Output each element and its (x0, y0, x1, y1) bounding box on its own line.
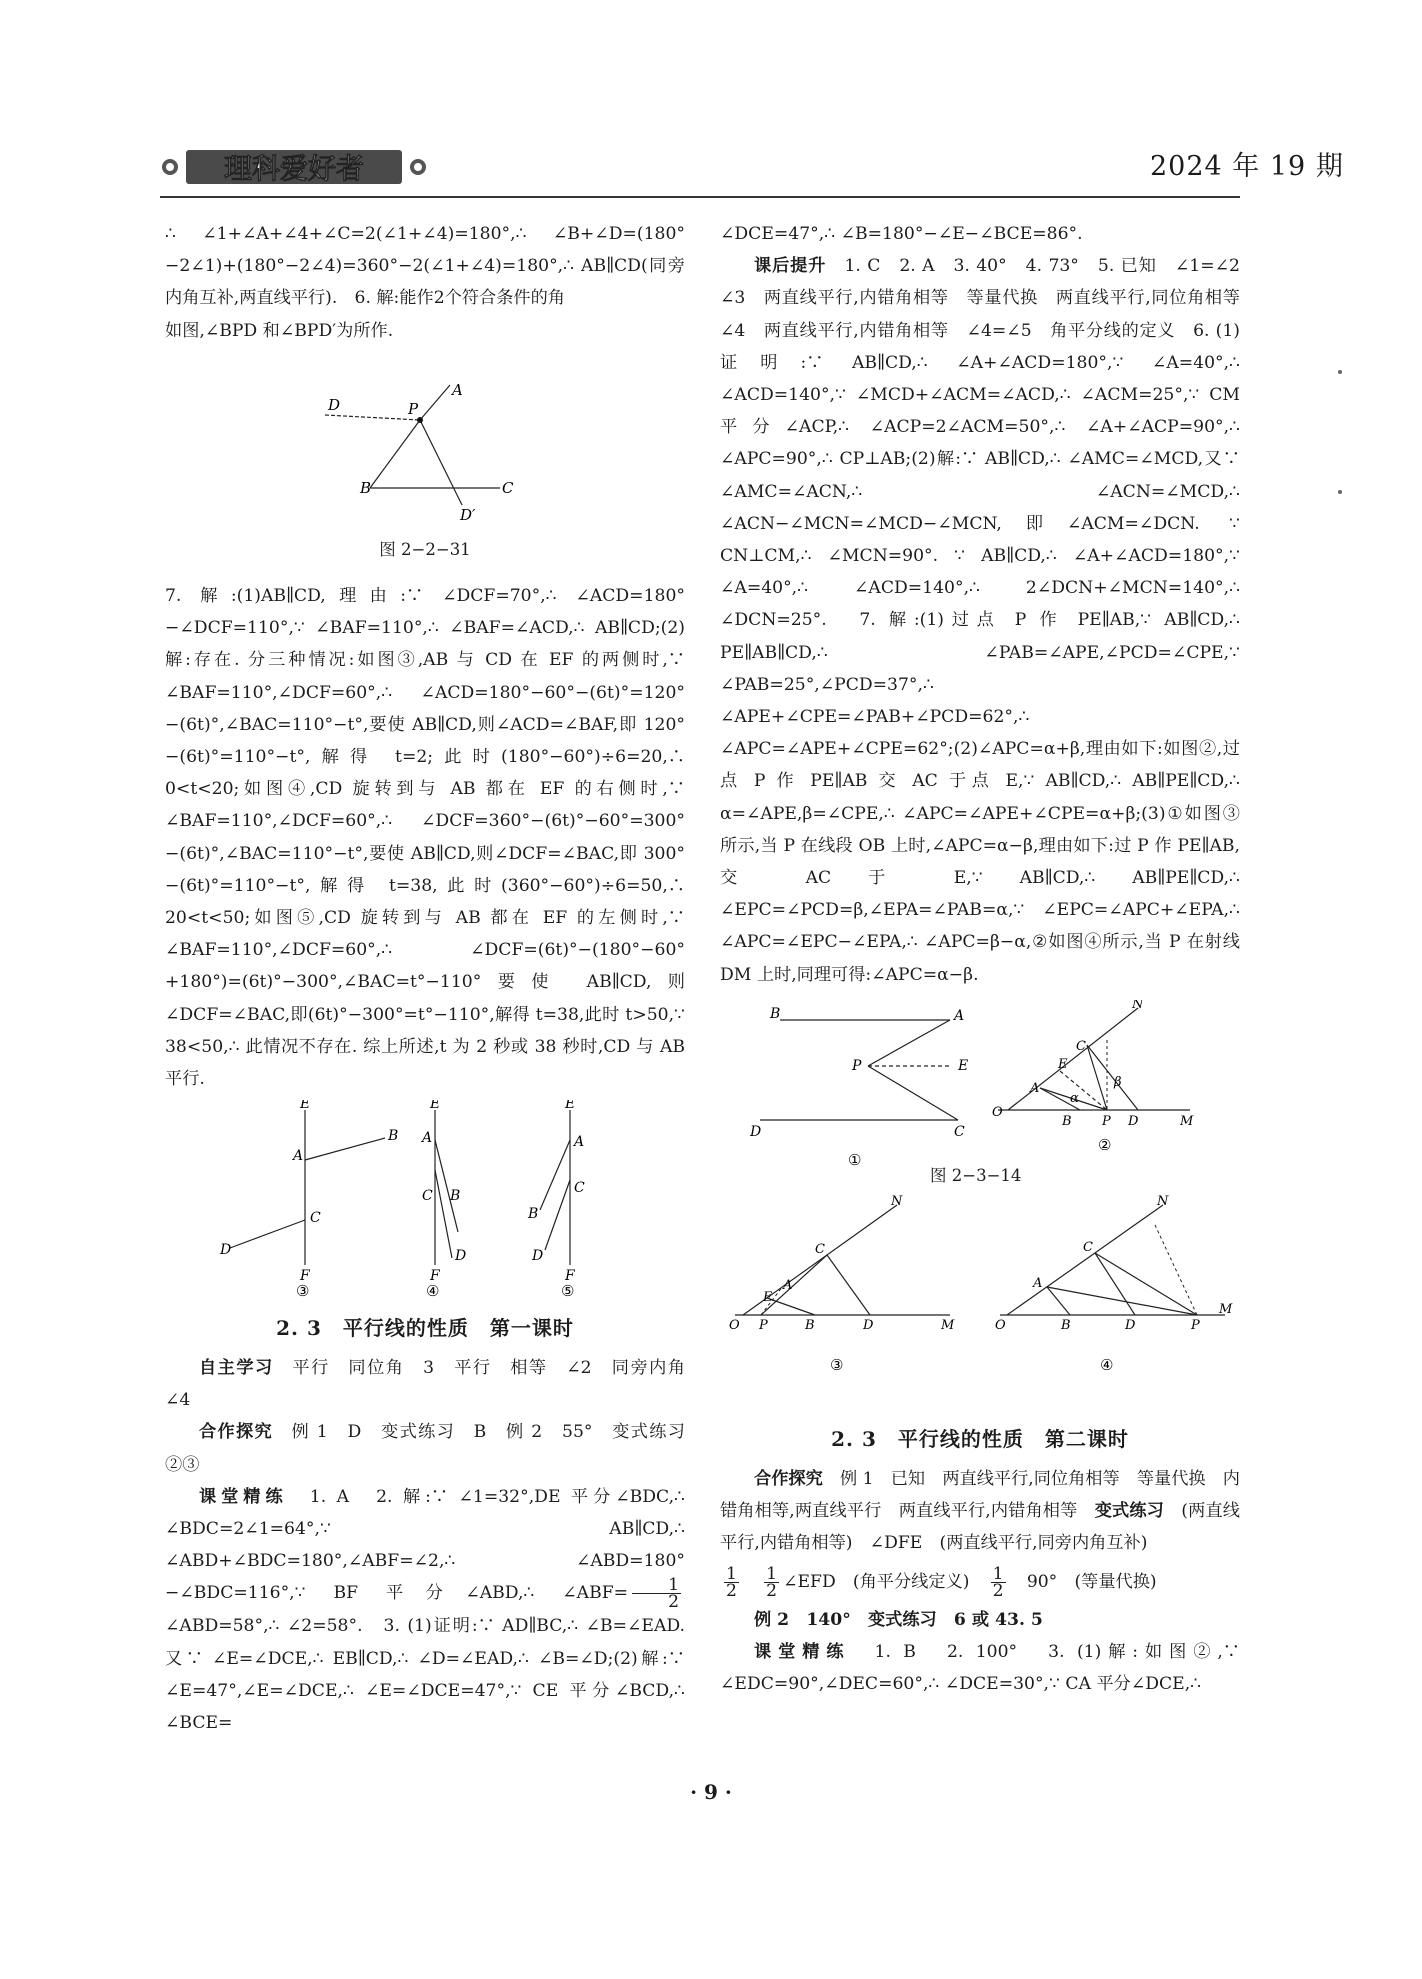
ketang-text-1a: 1. A 2. 解:∵ ∠1=32°,DE 平分∠BDC,∴ ∠BDC=2∠1=64°,∵ AB∥CD,∴ ∠ABD+∠BDC=180°,∠ABF=∠2,∴ ∠ABD=180°−∠BDC=116°,∵ BF 平分∠ABD,∴ ∠ABF= (165, 1486, 685, 1604)
page-number: · 9 · (690, 1780, 732, 1804)
svg-text:A: A (783, 1278, 793, 1293)
section-title-2: 2. 3 平行线的性质 第二课时 (831, 1427, 1129, 1451)
segment-pb (370, 420, 420, 488)
svg-text:B: B (1062, 1114, 1072, 1129)
right-para-2: 1. C 2. A 3. 40° 4. 73° 5. 已知 ∠1=∠2 ∠3 两直线平行,内错角相等 等量代换 两直线平行,同位角相等 ∠4 两直线平行,内错角相等 ∠4=∠5 角平分线的定义 6. (1)证明:∵ AB∥CD,∴ ∠A+∠ACD=180°,∵ ∠A=40°,∴ ∠ACD=140°,∵ ∠MCD+∠ACM=∠ACD,∴ ∠ACM=25°,∵ CM 平分∠ACP,∴ ∠ACP=2∠ACM=50°,∴ ∠A+∠ACP=90°,∴ ∠APC=90°,∴ CP⊥AB;(2)解:∵ AB∥CD,∴ ∠AMC=∠MCD,又∵ ∠AMC=∠ACN,∴ ∠ACN=∠MCD,∴ ∠ACN−∠MCN=∠MCD−∠MCN,即∠ACM=∠DCN. ∵ CN⊥CM,∴ ∠MCN=90°. ∵ AB∥CD,∴ ∠A+∠ACD=180°,∵ ∠A=40°,∴ ∠ACD=140°,∴ 2∠DCN+∠MCN=140°,∴ ∠DCN=25°. 7. 解:(1)过点 P 作 PE∥AB,∵ AB∥CD,∴ PE∥AB∥CD,∴ ∠PAB=∠APE,∠PCD=∠CPE,∵ ∠PAB=25°,∠PCD=37°,∴ ∠APE+∠CPE=∠PAB+∠PCD=62°,∴ ∠APC=∠APE+∠CPE=62°;(2)∠APC=α+β,理由如下:如图②,过点 P 作 PE∥AB 交 AC 于点 E,∵ AB∥CD,∴ AB∥PE∥CD,∴ α=∠APE,β=∠CPE,∴ ∠APC=∠APE+∠CPE=α+β;(3)①如图③所示,当 P 在线段 OB 上时,∠APC=α−β,理由如下:过 P 作 PE∥AB,交 AC 于 E,∵ AB∥CD,∴ AB∥PE∥CD,∴ ∠EPC=∠PCD=β,∠EPA=∠PAB=α,∵ ∠EPC=∠APC+∠EPA,∴ ∠APC=∠EPC−∠EPA,∴ ∠APC=β−α,②如图④所示,当 P 在射线 DM 上时,同理可得:∠APC=α−β. (720, 256, 1258, 985)
fraction-1: $\frac{1}{2}$ (726, 1563, 737, 1601)
svg-text:P: P (852, 1058, 862, 1074)
svg-text:A: A (1033, 1276, 1043, 1291)
fraction-3: $\frac{1}{2}$ (992, 1563, 1004, 1601)
logo-right-ornament (410, 159, 426, 175)
svg-text:B: B (770, 1006, 781, 1022)
svg-text:B: B (450, 1188, 461, 1204)
section-title-1: 2. 3 平行线的性质 第一课时 (276, 1316, 574, 1340)
svg-text:A: A (1030, 1081, 1040, 1096)
left-para-1: ∴ ∠1+∠A+∠4+∠C=2(∠1+∠4)=180°,∴ ∠B+∠D=(180°−2∠1)+(180°−2∠4)=360°−2(∠1+∠4)=180°,∴ AB∥CD(同旁内角互补,两直线平行). 6. 解:能作2个符合条件的角 (165, 224, 685, 309)
svg-text:M: M (1180, 1114, 1194, 1129)
figure-4 (420, 1100, 466, 1300)
right-column (720, 218, 1258, 991)
figure-2-3-14-bottom (725, 1195, 1245, 1384)
scan-speck (1338, 370, 1342, 374)
ketang-text-1b: ∠ABD=58°,∴ ∠2=58°. 3. (1)证明:∵ AD∥BC,∴ ∠B=∠EAD. 又∵ ∠E=∠DCE,∴ EB∥CD,∴ ∠D=∠EAD,∴ ∠B=∠D;(2)解:∵ ∠E=47°,∠E=∠DCE,∴ ∠E=∠DCE=47°,∵ CE 平分∠BCD,∴ ∠BCE= (165, 1616, 685, 1734)
svg-text:B: B (805, 1318, 815, 1333)
ketang-text-2: 1. B 2. 100° 3. (1)解:如图②,∵ ∠EDC=90°,∠DEC=60°,∴ ∠DCE=30°,∵ CA 平分∠DCE,∴ (720, 1641, 1240, 1695)
issue-label: 2024 年 19 期 (1150, 151, 1344, 182)
left-para-2: 如图,∠BPD 和∠BPD′为所作. (165, 320, 394, 341)
figure-14-4 (995, 1195, 1233, 1374)
label-hezuo-2: 合作探究 (754, 1469, 823, 1489)
hezuo-text-1: 例 1 D 变式练习 B 例 2 55° 变式练习 ②③ (165, 1422, 703, 1475)
fig-label-3: ③ (296, 1282, 310, 1300)
svg-text:A: A (574, 1134, 585, 1150)
fig-label-4: ④ (426, 1282, 440, 1300)
label-ketang-1: 课堂精练 (199, 1486, 288, 1507)
label-b: B (360, 479, 372, 497)
label-c: C (502, 479, 514, 497)
efd-text: ∠EFD (角平分线定义) (783, 1571, 970, 1592)
svg-text:E: E (1058, 1057, 1068, 1072)
svg-text:D: D (1125, 1318, 1136, 1333)
svg-text:B: B (528, 1206, 539, 1222)
svg-text:D: D (455, 1248, 467, 1264)
svg-text:O: O (995, 1318, 1006, 1333)
hezuo-text-2: 例 1 已知 两直线平行,同位角相等 等量代换 内错角相等,两直线平行 两直线平行,内错角相等 (720, 1469, 1240, 1522)
left-q7 (165, 580, 685, 1095)
svg-text:M: M (941, 1318, 955, 1333)
left-section1-body (165, 1352, 703, 1739)
fraction-half: $\frac{1}{2}$ (632, 1577, 681, 1610)
zizhu-text: 平行 同位角 3 平行 相等 ∠2 同旁内角 ∠4 (165, 1358, 703, 1411)
svg-text:C: C (310, 1210, 321, 1226)
svg-text:N: N (1157, 1195, 1169, 1209)
svg-text:D: D (532, 1248, 544, 1264)
fig14-label-3: ③ (830, 1356, 844, 1374)
figure-3-4-5 (210, 1100, 640, 1304)
left-para-3: 7. 解:(1)AB∥CD,理由:∵ ∠DCF=70°,∴ ∠ACD=180°−∠DCF=110°,∵ ∠BAF=110°,∴ ∠BAF=∠ACD,∴ AB∥CD;(2)解:存在. 分三种情况:如图③,AB 与 CD 在 EF 的两侧时,∵ ∠BAF=110°,∠DCF=60°,∴ ∠ACD=180°−60°−(6t)°=120°−(6t)°,∠BAC=110°−t°,要使 AB∥CD,则∠ACD=∠BAF,即 120°−(6t)°=110°−t°,解得 t=2;此时(180°−60°)÷6=20,∴ 0<t<20;如图④,CD 旋转到与 AB 都在 EF 的右侧时,∵ ∠BAF=110°,∠DCF=60°,∴ ∠DCF=360°−(6t)°−60°=300°−(6t)°,∠BAC=110°−t°,要使 AB∥CD,则∠DCF=∠BAC,即 300°−(6t)°=110°−t°,解得 t=38,此时(360°−60°)÷6=50,∴ 20<t<50;如图⑤,CD 旋转到与 AB 都在 EF 的左侧时,∵ ∠BAF=110°,∠DCF=60°,∴ ∠DCF=(6t)°−(180°−60°+180°)=(6t)°−300°,∠BAC=t°−110°要使 AB∥CD,则∠DCF=∠BAC,即(6t)°−300°=t°−110°,解得 t=38,此时 t>50,∵ 38<50,∴ 此情况不存在. 综上所述,t 为 2 秒或 38 秒时,CD 与 AB 平行. (165, 586, 685, 1090)
left-column (165, 218, 685, 347)
label-p: P (408, 400, 419, 418)
svg-text:D: D (863, 1318, 874, 1333)
figure-14-3 (729, 1195, 955, 1374)
svg-text:P: P (1191, 1318, 1200, 1333)
svg-text:F: F (300, 1268, 310, 1284)
svg-text:C: C (815, 1242, 825, 1257)
bianshi-text: (两直线平行,内错角相等) ∠DFE (两直线平行,同旁内角互补) (720, 1501, 1240, 1554)
right-section2-body (720, 1463, 1240, 1700)
ray-pd-prime (420, 420, 462, 505)
header-rule (160, 196, 1240, 198)
svg-text:D: D (220, 1242, 232, 1258)
svg-text:E: E (958, 1058, 969, 1074)
logo-left-ornament (162, 159, 178, 175)
fig-label-5: ⑤ (561, 1282, 575, 1300)
svg-text:O: O (992, 1105, 1003, 1120)
fig14-label-4: ④ (1100, 1356, 1114, 1374)
scan-speck (1338, 490, 1342, 494)
svg-text:C: C (1083, 1240, 1093, 1255)
ray-pd (325, 415, 420, 420)
label-zizhu: 自主学习 (199, 1358, 274, 1378)
figure-2-2-31-caption: 图 2−2−31 (379, 540, 471, 559)
label-a: A (452, 381, 463, 399)
label-bianshi: 变式练习 (1094, 1501, 1164, 1522)
figure-14-2 (992, 1000, 1194, 1154)
figure-2-3-14-top (740, 1000, 1240, 1184)
figure-14-1 (749, 1006, 968, 1169)
svg-text:E: E (430, 1100, 441, 1112)
svg-text:B: B (388, 1128, 399, 1144)
svg-text:E: E (763, 1290, 773, 1305)
svg-text:N: N (891, 1195, 903, 1209)
svg-text:C: C (954, 1124, 965, 1140)
svg-text:E: E (300, 1100, 311, 1112)
svg-text:P: P (759, 1318, 768, 1333)
svg-text:E: E (565, 1100, 576, 1112)
li2-text: 例 2 140° 变式练习 6 或 43. 5 (754, 1609, 1043, 1630)
deg90-text: 90° (等量代换) (1026, 1571, 1157, 1592)
svg-text:A: A (422, 1130, 433, 1146)
svg-text:C: C (574, 1180, 585, 1196)
svg-text:D: D (750, 1124, 762, 1140)
fig14-label-1: ① (848, 1151, 862, 1169)
figure-2-2-31 (320, 380, 520, 524)
svg-text:A: A (293, 1148, 304, 1164)
fig14-label-2: ② (1098, 1136, 1112, 1154)
label-kehou: 课后提升 (754, 256, 827, 277)
svg-text:A: A (954, 1008, 965, 1024)
svg-text:C: C (422, 1188, 433, 1204)
svg-text:F: F (430, 1268, 440, 1284)
label-hezuo-1: 合作探究 (199, 1422, 273, 1443)
label-d: D (328, 396, 341, 414)
ray-pa (420, 385, 450, 420)
figure-3 (219, 1100, 398, 1300)
svg-text:α: α (1070, 1091, 1079, 1106)
svg-text:C: C (1076, 1039, 1086, 1054)
svg-text:N: N (1132, 1000, 1144, 1012)
svg-text:M: M (1219, 1302, 1233, 1317)
label-d-prime: D′ (460, 506, 476, 520)
figure-2-3-14-caption: 图 2−3−14 (930, 1166, 1022, 1185)
fraction-2: $\frac{1}{2}$ (766, 1563, 778, 1601)
svg-text:P: P (1102, 1114, 1111, 1129)
brand-logo (160, 146, 460, 188)
svg-text:D: D (1128, 1114, 1139, 1129)
label-ketang-2: 课堂精练 (754, 1641, 851, 1662)
brand-text: 理科爱好者 (223, 152, 365, 185)
svg-text:F: F (565, 1268, 575, 1284)
svg-text:β: β (1114, 1075, 1122, 1090)
svg-text:B: B (1061, 1318, 1071, 1333)
figure-5 (527, 1100, 585, 1300)
right-para-1: ∠DCE=47°,∴ ∠B=180°−∠E−∠BCE=86°. (720, 224, 1083, 244)
svg-text:O: O (729, 1318, 740, 1333)
